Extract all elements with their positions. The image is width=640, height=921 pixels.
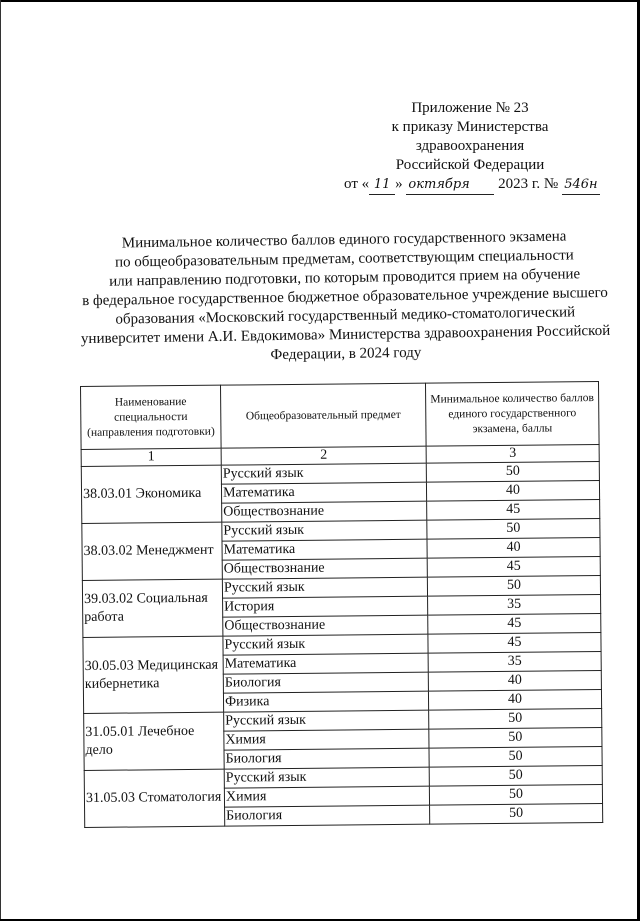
subject-cell: Русский язык [223,634,428,655]
header-min-score: Минимальное количество баллов единого государственного экзамена, баллы [425,382,599,447]
score-cell: 50 [429,728,602,749]
specialty-cell: 38.03.01 Экономика [81,465,222,523]
score-cell: 45 [428,633,601,654]
annex-order-ref: к приказу Министерства [391,119,549,135]
score-cell: 40 [428,690,601,711]
specialty-cell: 38.03.02 Менеджмент [82,522,223,580]
title-line: университет имени А.И. Евдокимова» Министерства здравоохранения Российской [80,322,611,348]
subject-cell: Русский язык [221,463,426,484]
title-line: или направлению подготовки, по которым проводится прием на обучение [109,266,581,290]
score-cell: 50 [427,519,600,540]
specialty-cell: 31.05.01 Лечебное дело [84,712,225,770]
annex-header [330,99,610,195]
subject-cell: Обществознание [223,615,428,636]
scan-edge-top [0,0,640,2]
score-cell: 35 [428,652,601,673]
title-line: в федеральное государственное бюджетное образовательное учреждение высшего [82,284,608,310]
score-cell: 50 [429,766,602,787]
header-specialty: Наименование специальности (направления подготовки) [81,385,222,449]
score-cell: 40 [427,538,600,559]
title-line: Минимальное количество баллов единого государственного экзамена [121,228,567,252]
subject-cell: Физика [223,691,428,712]
column-number: 2 [221,446,426,465]
specialty-cell: 31.05.03 Стоматология [84,769,225,827]
subject-cell: Обществознание [222,501,427,522]
specialty-cell: 30.05.03 Медицинская кибернетика [83,636,224,713]
annex-number: Приложение № 23 [411,100,529,116]
subject-cell: История [223,596,428,617]
subject-cell: Математика [223,653,428,674]
score-cell: 40 [426,481,599,502]
score-cell: 35 [428,595,601,616]
scan-edge-left [0,0,1,921]
table-header-row [81,382,600,450]
score-cell: 45 [427,500,600,521]
handwritten-order-number: 546н [562,175,600,195]
order-date-line [334,175,610,195]
annex-ministry: здравоохранения [415,138,525,154]
title-line: по общеобразовательным предметам, соответствующим специальности [114,247,574,271]
subject-cell: Русский язык [224,710,429,731]
subject-cell: Химия [224,729,429,750]
score-cell: 50 [427,576,600,597]
date-year: 2023 г. № [498,176,559,192]
score-cell: 40 [428,671,601,692]
scores-table-container [80,381,602,828]
annex-country: Российской Федерации [395,157,545,173]
score-cell: 50 [429,709,602,730]
subject-cell: Русский язык [224,767,429,788]
score-cell: 50 [429,747,602,768]
subject-cell: Биология [225,805,430,826]
scores-table [80,381,603,828]
subject-cell: Математика [221,482,426,503]
column-number: 3 [426,445,599,464]
title-line: Федерации, в 2024 году [270,344,422,364]
score-cell: 50 [426,462,599,483]
score-cell: 50 [429,785,602,806]
date-mid: » [395,176,403,192]
subject-cell: Обществознание [222,558,427,579]
subject-cell: Математика [222,539,427,560]
title-line: образования «Московский государственный медико-стоматологический [115,304,576,328]
handwritten-day: 11 [369,175,395,195]
score-cell: 50 [430,804,603,825]
score-cell: 45 [427,557,600,578]
score-cell: 45 [428,614,601,635]
handwritten-month: октября [406,175,494,195]
date-prefix: от « [344,176,370,192]
specialty-cell: 39.03.02 Социальная работа [82,579,223,637]
subject-cell: Химия [224,786,429,807]
column-number: 1 [81,448,221,466]
subject-cell: Биология [223,672,428,693]
subject-cell: Русский язык [222,577,427,598]
header-subject: Общеобразовательный предмет [220,383,426,448]
document-title [79,227,611,368]
subject-cell: Биология [224,748,429,769]
subject-cell: Русский язык [222,520,427,541]
